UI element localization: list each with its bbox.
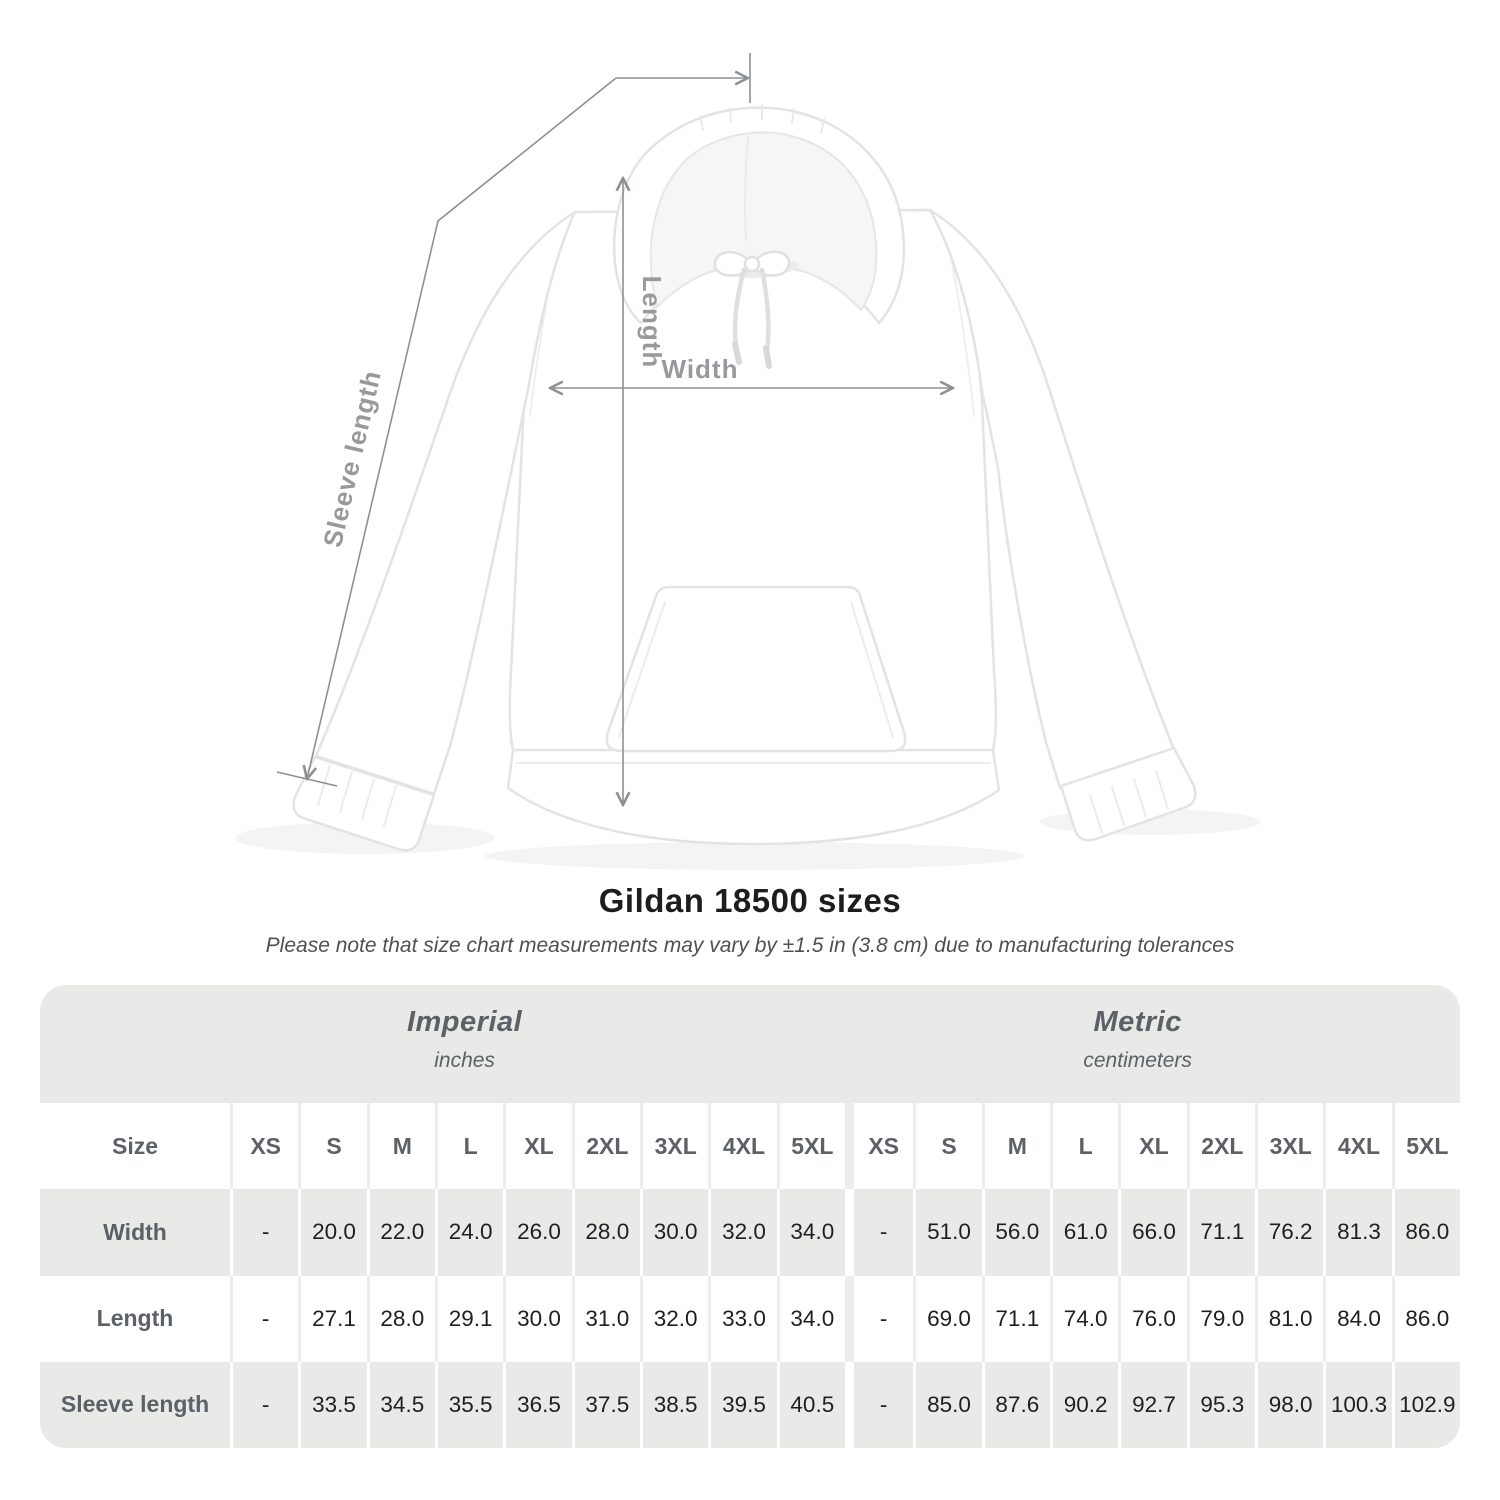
measurement-cell: 40.5 [777, 1362, 845, 1448]
measurement-cell: - [230, 1362, 298, 1448]
measurement-cell: - [845, 1362, 913, 1448]
measurement-cell: 20.0 [298, 1189, 366, 1275]
measurement-cell: 61.0 [1050, 1189, 1118, 1275]
measurement-cell: 81.3 [1323, 1189, 1391, 1275]
imperial-size-header: 3XL [640, 1103, 708, 1189]
metric-section-header [1083, 1006, 1192, 1073]
imperial-size-header: S [298, 1103, 366, 1189]
measurement-cell: 56.0 [982, 1189, 1050, 1275]
measurement-cell: 34.0 [777, 1276, 845, 1362]
aglet-right [766, 348, 769, 366]
size-header-row [40, 1103, 1460, 1189]
measurement-cell: 100.3 [1323, 1362, 1391, 1448]
table-row-width [40, 1189, 1460, 1275]
measurement-cell: 79.0 [1187, 1276, 1255, 1362]
imperial-size-header: 4XL [708, 1103, 776, 1189]
table-row-sleeve-length [40, 1362, 1460, 1448]
metric-size-header: XS [845, 1103, 913, 1189]
measurement-cell: 51.0 [913, 1189, 981, 1275]
measurement-cell: 71.1 [1187, 1189, 1255, 1275]
measurement-cell: 28.0 [367, 1276, 435, 1362]
unit-header-band [40, 985, 1460, 1103]
measurement-cell: 86.0 [1392, 1189, 1460, 1275]
measurement-cell: 22.0 [367, 1189, 435, 1275]
measurement-cell: 24.0 [435, 1189, 503, 1275]
measurement-cell: 34.5 [367, 1362, 435, 1448]
bow-knot [745, 257, 759, 271]
measurement-cell: - [845, 1276, 913, 1362]
size-column-header: Size [40, 1103, 230, 1189]
measurement-cell: 32.0 [640, 1276, 708, 1362]
measurement-cell: 66.0 [1118, 1189, 1186, 1275]
hoodie-illustration [294, 105, 1196, 850]
table-row-length [40, 1276, 1460, 1362]
measurement-cell: 74.0 [1050, 1276, 1118, 1362]
measurement-cell: 38.5 [640, 1362, 708, 1448]
metric-size-header: S [913, 1103, 981, 1189]
measurement-cell: 34.0 [777, 1189, 845, 1275]
kangaroo-pocket [607, 587, 905, 751]
measurement-cell: 76.0 [1118, 1276, 1186, 1362]
measurement-cell: 76.2 [1255, 1189, 1323, 1275]
measurement-cell: 35.5 [435, 1362, 503, 1448]
length-dim-label: Length [637, 275, 667, 369]
measurement-cell: - [845, 1189, 913, 1275]
measurement-cell: 69.0 [913, 1276, 981, 1362]
metric-size-header: XL [1118, 1103, 1186, 1189]
width-dim-label: Width [661, 354, 739, 384]
tolerance-note: Please note that size chart measurements may vary by ±1.5 in (3.8 cm) due to manufacturing tolerances [265, 934, 1235, 957]
size-chart-table [40, 985, 1460, 1448]
metric-section-title: Metric [1093, 1006, 1182, 1038]
imperial-size-header: L [435, 1103, 503, 1189]
imperial-section-unit: inches [434, 1049, 495, 1072]
imperial-section-title: Imperial [406, 1006, 523, 1038]
metric-size-header: L [1050, 1103, 1118, 1189]
measurement-cell: 32.0 [708, 1189, 776, 1275]
measurement-cell: 86.0 [1392, 1276, 1460, 1362]
measurement-cell: 102.9 [1392, 1362, 1460, 1448]
measurement-cell: - [230, 1189, 298, 1275]
measurement-cell: 27.1 [298, 1276, 366, 1362]
measurement-cell: 95.3 [1187, 1362, 1255, 1448]
row-label: Length [40, 1276, 230, 1362]
measurement-cell: - [230, 1276, 298, 1362]
imperial-section-header [407, 1006, 522, 1073]
measurement-cell: 26.0 [503, 1189, 571, 1275]
imperial-size-header: 5XL [777, 1103, 845, 1189]
measurement-cell: 28.0 [572, 1189, 640, 1275]
metric-size-header: M [982, 1103, 1050, 1189]
row-label: Width [40, 1189, 230, 1275]
metric-section-unit: centimeters [1083, 1049, 1192, 1072]
sleeve-dim-label: Sleeve length [317, 367, 387, 550]
imperial-size-header: 2XL [572, 1103, 640, 1189]
measurement-cell: 71.1 [982, 1276, 1050, 1362]
measurement-cell: 84.0 [1323, 1276, 1391, 1362]
page-title: Gildan 18500 sizes [598, 882, 902, 919]
metric-size-header: 2XL [1187, 1103, 1255, 1189]
measurement-cell: 98.0 [1255, 1362, 1323, 1448]
measurement-cell: 92.7 [1118, 1362, 1186, 1448]
metric-size-header: 3XL [1255, 1103, 1323, 1189]
measurement-cell: 36.5 [503, 1362, 571, 1448]
imperial-size-header: M [367, 1103, 435, 1189]
measurement-cell: 85.0 [913, 1362, 981, 1448]
measurement-cell: 29.1 [435, 1276, 503, 1362]
measurement-cell: 39.5 [708, 1362, 776, 1448]
measurement-cell: 37.5 [572, 1362, 640, 1448]
measurement-cell: 30.0 [503, 1276, 571, 1362]
metric-size-header: 4XL [1323, 1103, 1391, 1189]
measurement-cell: 90.2 [1050, 1362, 1118, 1448]
row-label: Sleeve length [40, 1362, 230, 1448]
measurement-cell: 30.0 [640, 1189, 708, 1275]
measurement-cell: 33.5 [298, 1362, 366, 1448]
measurement-cell: 31.0 [572, 1276, 640, 1362]
measurement-cell: 33.0 [708, 1276, 776, 1362]
imperial-size-header: XS [230, 1103, 298, 1189]
metric-size-header: 5XL [1392, 1103, 1460, 1189]
imperial-size-header: XL [503, 1103, 571, 1189]
measurement-cell: 81.0 [1255, 1276, 1323, 1362]
hem-band [508, 750, 999, 844]
measurement-cell: 87.6 [982, 1362, 1050, 1448]
